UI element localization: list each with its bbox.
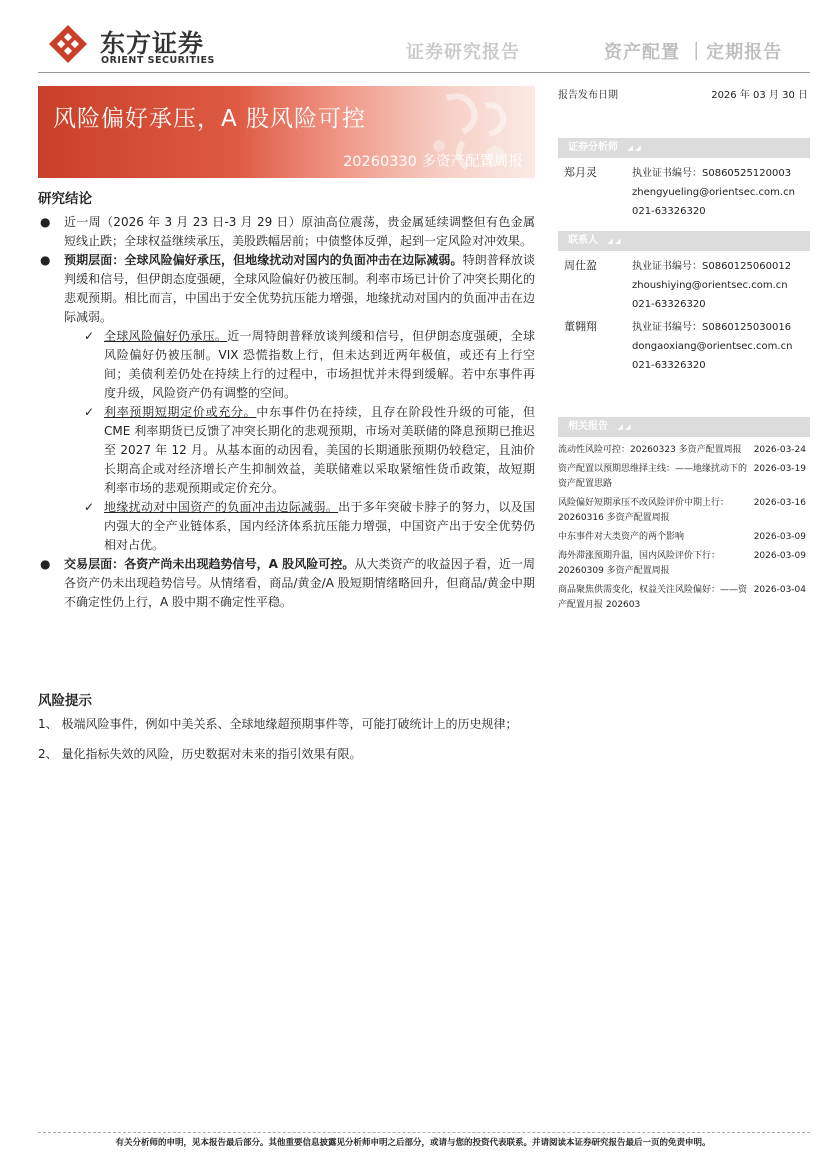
header-divider [38, 72, 810, 73]
sub-list-wrapper [38, 327, 535, 555]
main-content [38, 190, 535, 775]
related-report-date: 2026-03-16 [753, 498, 806, 508]
related-report-date: 2026-03-09 [753, 532, 806, 542]
contact-name: 董翱翔 [564, 320, 597, 333]
footer-disclaimer: 有关分析师的申明，见本报告最后部分。其他重要信息披露见分析师申明之后部分，或请与您的投资代表联系。并请阅读本证券研究报告最后一页的免责申明。 [115, 1138, 711, 1148]
company-logo [48, 24, 238, 68]
check-icon: ✓ [84, 500, 95, 514]
sub-list [84, 327, 535, 555]
related-reports-header [558, 417, 810, 437]
risk-title: 风险提示 [38, 693, 92, 709]
sub-item-heading: 地缘扰动对中国资产的负面冲击边际减弱。 [104, 500, 339, 514]
sub-item-text: 中东事件仍在持续，且存在阶段性升级的可能，但 CME 利率期货已反馈了冲突长期化的悲观预期，市场对美联储的降息预期已推迟至 2027 年 12 月。从基本面的动因看，美国的长期通胀预期仍较稳定，且油价长期高企或对经济增长产生抑制效益，美联储难以采取紧缩性货币政策，故短期利率市场的悲观预期或定价充分。 [104, 405, 535, 495]
bullet-text: 特朗普释放谈判缓和信号，但伊朗态度强硬，全球风险偏好仍被压制。利率市场已计价了冲突长期化的悲观预期。相比而言，中国出于安全优势抗压能力增强，地缘扰动对国内的负面冲击在边际减弱。 [64, 253, 535, 324]
report-type: 证券研究报告 [406, 42, 520, 63]
bullet-icon: ● [40, 215, 51, 229]
sub-item [84, 403, 535, 498]
sub-item [84, 498, 535, 555]
bullet-icon: ● [40, 253, 51, 267]
analyst-cert: 执业证书编号：S0860525120003 [632, 168, 792, 179]
analyst-header [558, 138, 810, 158]
contact-phone: 021-63326320 [632, 299, 706, 310]
related-report-title: 流动性风险可控：20260323 多资产配置周报 [558, 445, 742, 455]
check-icon: ✓ [84, 329, 95, 343]
contact-card [558, 318, 810, 375]
related-report-date: 2026-03-04 [753, 585, 806, 595]
bullet-text: 近一周（2026 年 3 月 23 日-3 月 29 日）原油高位震荡，贵金属延续调整但有色金属短线止跌；全球权益继续承压，美股跌幅居前；中债整体反弹，起到一定风险对冲效果。 [64, 215, 535, 248]
related-reports-list [558, 443, 810, 613]
risk-item: 2、 量化指标失效的风险，历史数据对未来的指引效果有限。 [38, 747, 362, 761]
risk-section [38, 692, 535, 764]
bullet-heading: 交易层面：各资产尚未出现趋势信号，A 股风险可控。 [64, 557, 355, 571]
sub-item-heading: 全球风险偏好仍承压。 [104, 329, 228, 343]
report-subtitle: 20260330 多资产配置周报 [343, 154, 523, 170]
analyst-email[interactable]: zhengyueling@orientsec.com.cn [632, 187, 795, 198]
contact-header [558, 231, 810, 251]
sub-item-heading: 利率预期短期定价或充分。 [104, 405, 257, 419]
logo-english-name: ORIENT SECURITIES [101, 55, 215, 66]
related-report-title: 资产配置以预期思维择主线：——地缘扰动下的资产配置思路 [558, 464, 748, 489]
related-header-label: 相关报告 [568, 421, 608, 432]
related-report-date: 2026-03-19 [753, 464, 806, 474]
related-report[interactable] [558, 583, 810, 613]
contact-name: 周仕盈 [564, 259, 597, 272]
conclusion-bullet [38, 555, 535, 612]
related-report-title: 风险偏好短期承压不改风险评价中期上行：20260316 多资产配置周报 [558, 498, 730, 523]
orient-logo-icon [48, 24, 88, 64]
header-dots-icon: ◢ ◢ [627, 144, 641, 152]
conclusion-bullet [38, 251, 535, 327]
publish-date-row [558, 86, 810, 106]
related-report-date: 2026-03-09 [753, 551, 806, 561]
risk-item: 1、 极端风险事件，例如中美关系、全球地缘超预期事件等，可能打破统计上的历史规律； [38, 717, 518, 731]
related-report-date: 2026-03-24 [753, 445, 806, 455]
analyst-phone: 021-63326320 [632, 206, 706, 217]
bullet-heading: 预期层面：全球风险偏好承压，但地缘扰动对国内的负面冲击在边际减弱。 [64, 253, 463, 267]
sub-item-text: 近一周特朗普释放谈判缓和信号，但伊朗态度强硬，全球风险偏好仍被压制。VIX 恐慌指数上行，但未达到近两年极值，或还有上行空间；美债利差仍处在持续上行的过程中，市场担忧并未得到缓解。若中东事件再度升级，风险资产仍有调整的空间。 [104, 329, 535, 400]
report-title: 风险偏好承压，A 股风险可控 [53, 106, 367, 132]
related-report-title: 海外滞涨预期升温，国内风险评价下行：20260309 多资产配置周报 [558, 551, 721, 576]
contact-email[interactable]: dongaoxiang@orientsec.com.cn [632, 341, 793, 352]
sub-item-text: 出于多年突破卡脖子的努力，以及国内强大的全产业链体系，国内经济体系抗压能力增强，中国资产出于安全优势仍相对占优。 [104, 500, 535, 552]
analyst-name: 郑月灵 [564, 166, 597, 179]
related-report[interactable] [558, 462, 810, 492]
publish-date-label: 报告发布日期 [558, 90, 618, 101]
conclusion-list [38, 213, 535, 612]
contact-cert: 执业证书编号：S0860125060012 [632, 261, 792, 272]
related-report[interactable] [558, 549, 810, 579]
related-report-title: 商品聚焦供需变化，权益关注风险偏好：——资产配置月报 202603 [558, 585, 748, 610]
conclusion-title: 研究结论 [38, 191, 92, 207]
contact-phone: 021-63326320 [632, 360, 706, 371]
title-banner [38, 86, 535, 178]
related-report[interactable] [558, 443, 810, 458]
related-report[interactable] [558, 496, 810, 526]
logo-chinese-name: 东方证券 [100, 29, 205, 58]
header-dots-icon: ◢ ◢ [617, 423, 631, 431]
conclusion-bullet [38, 213, 535, 251]
publish-date-value: 2026 年 03 月 30 日 [711, 90, 808, 101]
report-category: 资产配置 ｜定期报告 [604, 42, 783, 63]
check-icon: ✓ [84, 405, 95, 419]
contact-header-label: 联系人 [568, 235, 598, 246]
side-panel [558, 86, 810, 617]
sub-item [84, 327, 535, 403]
related-report[interactable] [558, 530, 810, 545]
related-report-title: 中东事件对大类资产的两个影响 [558, 532, 685, 542]
contact-cert: 执业证书编号：S0860125030016 [632, 322, 792, 333]
bullet-text: 从大类资产的收益因子看，近一周各资产仍未出现趋势信号。从情绪看，商品/黄金/A 股短期情绪略回升，但商品/黄金中期不确定性仍上行，A 股中期不确定性平稳。 [64, 557, 535, 609]
footer-divider [38, 1132, 810, 1133]
analyst-header-label: 证券分析师 [568, 142, 618, 153]
bullet-icon: ● [40, 557, 51, 571]
contact-email[interactable]: zhoushiying@orientsec.com.cn [632, 280, 788, 291]
header-dots-icon: ◢ ◢ [607, 237, 621, 245]
analyst-card [558, 164, 810, 221]
contact-card [558, 257, 810, 314]
